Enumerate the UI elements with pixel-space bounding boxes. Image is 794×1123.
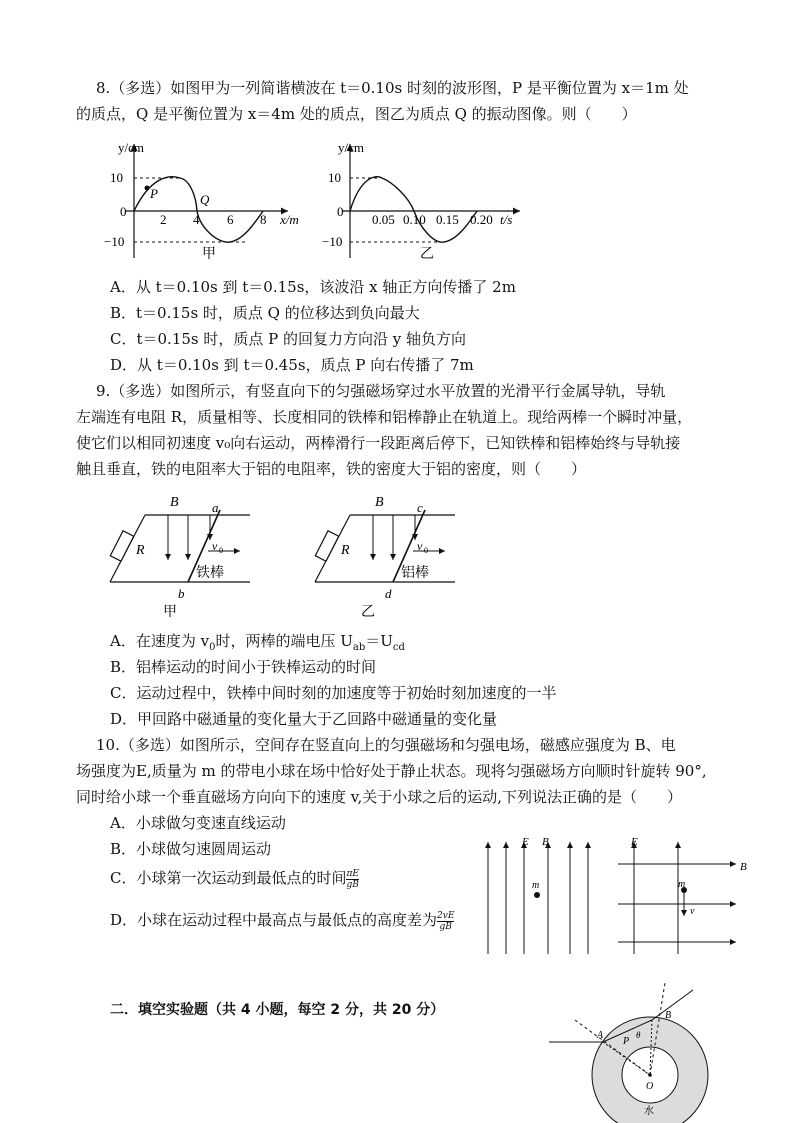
q9-jia-label-r: R: [136, 543, 145, 558]
section2-label-o: O: [646, 1081, 654, 1092]
q8-jia-ypos: 10: [110, 170, 123, 185]
q8-jia-origin: 0: [120, 204, 127, 219]
q8-jia-tick-6: 6: [227, 212, 234, 227]
section2-label-p: P: [623, 1036, 630, 1047]
q8-jia-tick-2: 2: [160, 212, 167, 227]
q8-jia-label-p: P: [150, 186, 158, 201]
q10-stem-line3: 同时给小球一个垂直磁场方向向下的速度 v,关于小球之后的运动,下列说法正确的是（ ）: [76, 788, 683, 806]
q8-yi-ypos: 10: [328, 170, 341, 185]
q8-jia-tick-4: 4: [193, 212, 200, 227]
q9-stem-line4: 触且垂直，铁的电阻率大于铝的电阻率，铁的密度大于铝的密度，则（ ）: [76, 460, 587, 478]
q10-stem-line2: 场强度为E,质量为 m 的带电小球在场中恰好处于静止状态。现将匀强磁场方向顺时针旋转 90°,: [76, 762, 707, 780]
q8-option-a[interactable]: A．从 t＝0.10s 到 t＝0.15s，该波沿 x 轴正方向传播了 2m: [110, 278, 516, 296]
q9-stem-line1: 9.（多选）如图所示，有竖直向下的匀强磁场穿过水平放置的光滑平行金属导轨，导轨: [96, 382, 666, 400]
q9-jia-rod-label: 铁棒: [196, 566, 224, 581]
q10-fig2-label-v: v: [690, 906, 695, 917]
q10-option-c-fraction: $\frac{\pi E}{gB}$: [346, 868, 359, 890]
q10-option-d-fraction: $\frac{2vE}{gB}$: [437, 910, 455, 932]
q8-jia-point-p: [145, 186, 150, 191]
q9-jia-resistor: [110, 531, 133, 561]
q8-option-d[interactable]: D．从 t＝0.10s 到 t＝0.45s，质点 P 向右传播了 7m: [110, 356, 474, 374]
q8-yi-ylabel: y/cm: [338, 140, 364, 155]
q9-yi-caption: 乙: [361, 605, 375, 620]
q10-fig1-label-m: m: [532, 880, 540, 891]
q9-option-c[interactable]: C．运动过程中，铁棒中间时刻的加速度等于初始时刻加速度的一半: [110, 684, 557, 702]
q8-yi-caption: 乙: [420, 247, 434, 262]
q10-figure-vertical-fields: [480, 830, 600, 960]
section2-label-a: A: [597, 1030, 604, 1041]
q9-option-b[interactable]: B．铝棒运动的时间小于铁棒运动的时间: [110, 658, 377, 676]
q9-yi-resistor: [315, 531, 338, 561]
q9-jia-label-a: a: [212, 500, 219, 515]
q10-fig2-label-b: B: [740, 861, 747, 873]
q10-stem-line1: 10.（多选）如图所示，空间存在竖直向上的匀强磁场和匀强电场，磁感应强度为 B、电: [96, 736, 676, 754]
q9-jia-label-b: B: [170, 495, 179, 510]
q10-fig1-label-b: B: [542, 836, 549, 848]
section2-label-water: 水: [644, 1106, 654, 1117]
q9-jia-label-v-sub: 0: [219, 546, 223, 555]
q9-jia-label-b-end: b: [178, 586, 185, 601]
q9-yi-rod-label: 铝棒: [401, 566, 429, 581]
section2-title: 二．填空实验题（共 4 小题，每空 2 分，共 20 分）: [110, 1002, 445, 1018]
q8-jia-tick-8: 8: [260, 212, 267, 227]
q10-option-a[interactable]: A．小球做匀变速直线运动: [110, 814, 286, 832]
q9-option-d[interactable]: D．甲回路中磁通量的变化量大于乙回路中磁通量的变化量: [110, 710, 498, 728]
q9-yi-label-v: v: [417, 539, 423, 553]
q9-figure-yi: [305, 490, 475, 620]
q8-jia-yneg: −10: [104, 234, 125, 249]
q8-jia-label-q: Q: [200, 192, 210, 207]
q10-fig1-ball: [534, 892, 540, 898]
q8-stem-line1: 8.（多选）如图甲为一列简谐横波在 t＝0.10s 时刻的波形图，P 是平衡位置为 x＝1m 处: [96, 79, 689, 97]
q8-yi-vibration-curve: [350, 177, 477, 242]
q8-yi-tick-020: 0.20: [470, 212, 493, 227]
q9-figure-jia: [100, 490, 270, 620]
q10-option-b[interactable]: B．小球做匀速圆周运动: [110, 840, 272, 858]
q9-yi-label-r: R: [341, 543, 350, 558]
q8-yi-xlabel: t/s: [500, 212, 513, 227]
q9-yi-label-c: c: [417, 500, 423, 515]
q10-fig2-label-e: E: [631, 836, 638, 848]
q8-jia-caption: 甲: [202, 247, 216, 262]
q8-yi-tick-005: 0.05: [372, 212, 395, 227]
q9-yi-label-b: B: [375, 495, 384, 510]
q9-stem-line3: 使它们以相同初速度 v₀向右运动，两棒滑行一段距离后停下，已知铁棒和铝棒始终与导轨接: [76, 434, 681, 452]
q8-figure-jia: [100, 136, 320, 266]
section2-figure-water-sphere: [545, 980, 715, 1123]
q10-option-c[interactable]: C．小球第一次运动到最低点的时间 $\frac{\pi E}{gB}$: [110, 868, 359, 890]
q8-figure-yi: [320, 136, 530, 266]
q10-fig1-label-e: E: [522, 836, 529, 848]
q8-stem-line2: 的质点，Q 是平衡位置为 x＝4m 处的质点，图乙为质点 Q 的振动图像。则（ ）: [76, 105, 637, 123]
section2-label-b: B: [665, 1010, 672, 1021]
q9-option-a[interactable]: A．在速度为 $v_0$时，两棒的端电压 $U_{ab}=U_{cd}$: [110, 632, 405, 653]
q8-yi-tick-015: 0.15: [436, 212, 459, 227]
q9-stem-line2: 左端连有电阻 R，质量相等、长度相同的铁棒和铝棒静止在轨道上。现给两棒一个瞬时冲量，: [76, 408, 693, 426]
q10-fig2-label-m: m: [678, 879, 686, 890]
q9-jia-caption: 甲: [163, 605, 177, 620]
section2-label-theta: θ: [636, 1030, 641, 1040]
q8-jia-xlabel: x/m: [280, 212, 299, 227]
q8-yi-yneg: −10: [322, 234, 343, 249]
q8-yi-origin: 0: [337, 204, 344, 219]
q10-option-d[interactable]: D．小球在运动过程中最高点与最低点的高度差为 $\frac{2vE}{gB}$: [110, 910, 455, 932]
q8-option-c[interactable]: C．t＝0.15s 时，质点 P 的回复力方向沿 y 轴负方向: [110, 330, 467, 348]
q8-jia-ylabel: y/cm: [118, 140, 144, 155]
q8-option-b[interactable]: B．t＝0.15s 时，质点 Q 的位移达到负向最大: [110, 304, 420, 322]
q9-yi-label-d: d: [385, 586, 392, 601]
q9-jia-label-v: v: [212, 539, 218, 553]
q8-yi-tick-010: 0.10: [403, 212, 426, 227]
q10-figure-crossed-fields: [612, 830, 752, 960]
q9-yi-label-v-sub: 0: [424, 546, 428, 555]
